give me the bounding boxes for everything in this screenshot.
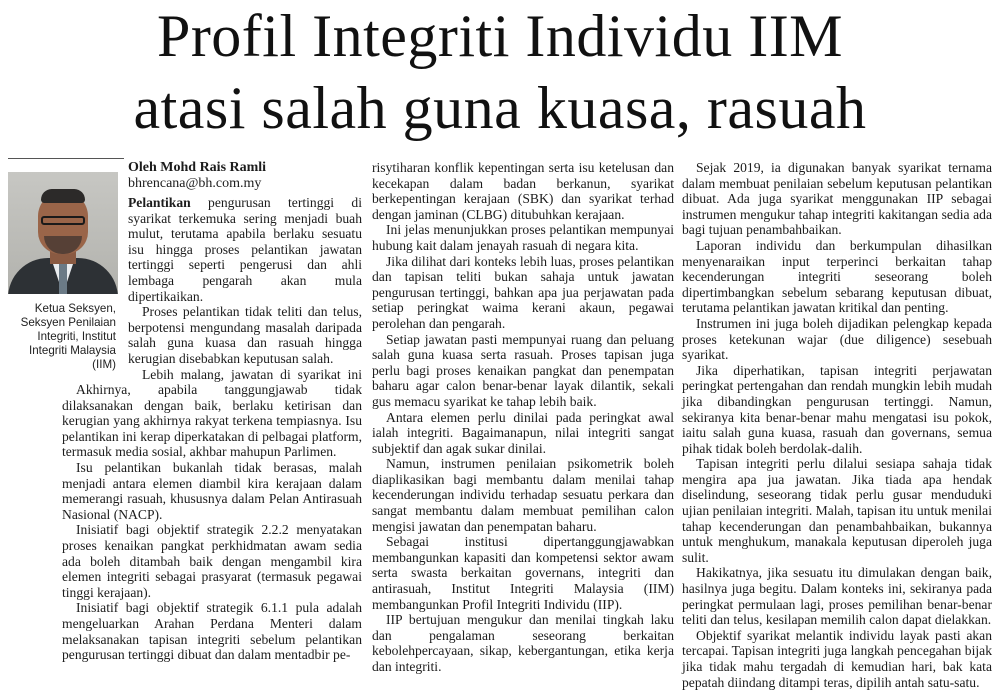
- paragraph: Tapisan integriti perlu dilalui sesiapa sahaja tidak mengira apa jua jawatan. Jika tiada apa hendak diselindung, seseorang tidak perlu gusar menduduki ujian penilaian integriti. Malah, tapisan itu untuk menilai tahap kecenderungan dan penambahbaikan, bukannya untuk menghukum, manakala keputusan diperoleh juga sulit.: [682, 456, 992, 565]
- article-column-2: [372, 160, 674, 675]
- paragraph: Sejak 2019, ia digunakan banyak syarikat ternama dalam membuat penilaian sebelum keputusan pelantikan dibuat. Ada juga syarikat menggunakan IIP sebagai instrumen mengukur tahap integriti kakitangan sedia ada bagi tujuan penambahbaikan.: [682, 160, 992, 238]
- byline-email: bhrencana@bh.com.my: [128, 176, 262, 191]
- paragraph: [128, 195, 362, 304]
- byline-author: Oleh Mohd Rais Ramli: [128, 160, 267, 175]
- paragraph: Hakikatnya, jika sesuatu itu dimulakan dengan baik, hasilnya juga begitu. Dalam konteks ini, sekiranya pada peringkat permulaan lagi, proses pemilihan benar-benar teliti dan telus, kesilapan memilih calon dapat dielakkan.: [682, 565, 992, 628]
- paragraph: Inisiatif bagi objektif strategik 6.1.1 pula adalah mengeluarkan Arahan Perdana Menteri dalam melaksanakan tapisan integriti sebelum pelantikan pengurusan tertinggi dibuat dan dalam mentadbir pe-: [62, 600, 362, 663]
- headline: [0, 0, 1000, 144]
- paragraph: Sebagai institusi dipertanggungjawabkan membangunkan kapasiti dan kompetensi sektor awam serta swasta berkaitan governans, integriti dan antirasuah, Institut Integriti Malaysia (IIM) membangunkan Profil Integriti Individu (IIP).: [372, 534, 674, 612]
- article-column-3: [682, 160, 992, 690]
- paragraph: Jika dilihat dari konteks lebih luas, proses pelantikan dan tapisan teliti bukan sahaja untuk jawatan pengurusan tertinggi, bahkan apa jua perjawatan pada setiap peringkat waima kerani akaun, pegawai perolehan dan pengarah.: [372, 253, 674, 331]
- author-photo: [8, 172, 118, 294]
- paragraph: Laporan individu dan berkumpulan dihasilkan menyenaraikan input terperinci berkaitan tahap kecenderungan integriti seseorang boleh dipertimbangkan sebelum sebarang keputusan dibuat, terutama pelantikan jawatan kritikal dan penting.: [682, 237, 992, 316]
- paragraph: Instrumen ini juga boleh dijadikan pelengkap kepada proses ketekunan wajar (due diligence) sesebuah syarikat.: [682, 315, 992, 363]
- paragraph: Isu pelantikan bukanlah tidak berasas, malah menjadi antara elemen diambil kira kerajaan dalam memerangi rasuah, khususnya dalam Pelan Antirasuah Nasional (NACP).: [62, 459, 362, 522]
- lead-word: Pelantikan: [128, 195, 191, 210]
- paragraph: Ini jelas menunjukkan proses pelantikan mempunyai hubung kait dalam jenayah rasuah di negara kita.: [372, 222, 674, 253]
- paragraph-text: pengurusan tertinggi di syarikat terkemuka sering menjadi buah mulut, terutama apabila berlaku sesuatu isu hingga proses pelantikan jawatan tertinggi seperti pengerusi dan ahli lembaga pengarah akan mula dipertikaikan.: [128, 195, 362, 304]
- photo-caption: Ketua Seksyen, Seksyen Penilaian Integriti, Institut Integriti Malaysia (IIM): [20, 302, 116, 371]
- paragraph: Jika diperhatikan, tapisan integriti perjawatan peringkat pertengahan dan rendah mungkin lebih mudah jika dibandingkan pengurusan tertinggi. Namun, sekiranya kita benar-benar mahu mengatasi isu pokok, iaitu salah guna kuasa, rasuah dan governans, semua pihak tidak boleh berdolak-dalih.: [682, 362, 992, 456]
- paragraph: IIP bertujuan mengukur dan menilai tingkah laku dan pengalaman seseorang berkaitan kebolehpercayaan, sikap, kebergantungan, etika kerja dan integriti.: [372, 612, 674, 674]
- headline-line-2: atasi salah guna kuasa, rasuah: [133, 75, 867, 141]
- paragraph: Setiap jawatan pasti mempunyai ruang dan peluang salah guna kuasa serta rasuah. Proses tapisan juga perlu bagi proses kenaikan pangkat dan penempatan baharu agar calon benar-benar layak dilantik, sekali gus memacu syarikat ke tahap lebih baik.: [372, 331, 674, 409]
- article-column-1-lower: [62, 382, 362, 663]
- paragraph: Objektif syarikat melantik individu layak pasti akan tercapai. Tapisan integriti juga langkah pencegahan bijak jika tidak mahu tergadah di kemudian hari, bak kata pepatah diindang ditampi teras, dipilih antah satu-satu.: [682, 627, 992, 690]
- byline-rule: [8, 158, 124, 159]
- paragraph: Namun, instrumen penilaian psikometrik boleh diaplikasikan bagi membantu dalam menilai tahap kecenderungan individu terhadap sesuatu perkara dan sangat membantu dalam membuat pemilihan calon mengisi jawatan dan penempatan baharu.: [372, 456, 674, 534]
- paragraph: Antara elemen perlu dinilai pada peringkat awal ialah integriti. Bagaimanapun, nilai integriti sangat subjektif dan agak sukar dinilai.: [372, 409, 674, 456]
- article-column-1: [128, 160, 362, 382]
- paragraph: risytiharan konflik kepentingan serta isu ketelusan dan kecekapan dalam badan berkanun, syarikat berkepentingan kerajaan (SBK) dan syarikat terhad dengan jaminan (CLBG) ditubuhkan kerajaan.: [372, 160, 674, 222]
- paragraph: Lebih malang, jawatan di syarikat ini: [142, 366, 362, 382]
- paragraph: Proses pelantikan tidak teliti dan telus, berpotensi mengundang masalah daripada salah guna kuasa dan rasuah hingga kerugian disebabkan keputusan salah.: [128, 304, 362, 366]
- paragraph: Akhirnya, apabila tanggungjawab tidak dilaksanakan dengan baik, berlaku ketirisan dan kerugian yang akhirnya rakyat terkena tempiasnya. Isu pelantikan ini kerap diperkatakan di pelbagai platform, termasuk media sosial, akhbar mahupun Parlimen.: [62, 382, 362, 460]
- paragraph: Inisiatif bagi objektif strategik 2.2.2 menyatakan proses kenaikan pangkat perkhidmatan awam sedia ada boleh ditambah baik dengan mengambil kira elemen integriti sebagai prasyarat (termasuk pegawai tinggi kerajaan).: [62, 522, 362, 600]
- headline-line-1: Profil Integriti Individu IIM: [156, 3, 844, 69]
